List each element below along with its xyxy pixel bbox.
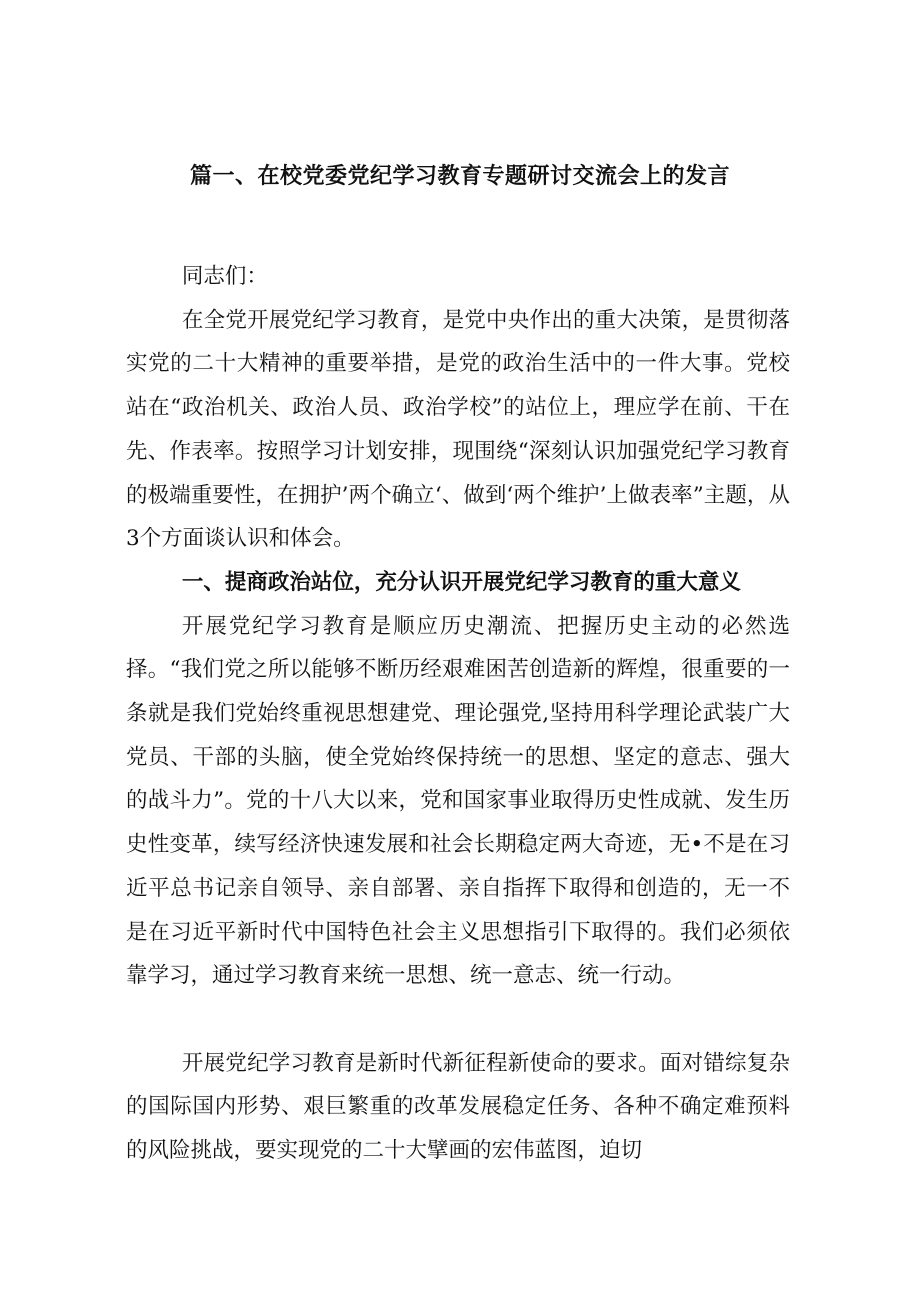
section-heading-1: 一、提商政治站位，充分认识开展党纪学习教育的重大意义	[181, 569, 741, 595]
paragraph-section-1-b: 开展党纪学习教育是新时代新征程新使命的要求。面对错综复杂的国际国内形势、艰巨繁重的改革发展稳定任务、各种不确定难预料的风险挑战，要实现党的二十大擘画的宏伟蓝图，迫切	[126, 1050, 790, 1164]
greeting-line: 同志们：	[181, 264, 268, 289]
paragraph-intro: 在全党开展党纪学习教育，是党中央作出的重大决策，是贯彻落实党的二十大精神的重要举措，是党的政治生活中的一件大事。党校站在“政治机关、政治人员、政治学校”的站位上，理应学在前、干在先、作表率。按照学习计划安排，现围绕“深刻认识加强党纪学习教育的极端重要性，在拥护’两个确立‘、做到‘两个维护’上做表率”主题，从3个方面谈认识和体会。	[126, 307, 790, 552]
document-body	[126, 255, 790, 1173]
paragraph-section-1-a: 开展党纪学习教育是顺应历史潮流、把握历史主动的必然选择。“我们党之所以能够不断历经艰难困苦创造新的辉煌，很重要的一条就是我们党始终重视思想建党、理论强党,坚持用科学理论武装广大党员、干部的头脑，使全党始终保持统一的思想、坚定的意志、强大的战斗力”。党的十八大以来，党和国家事业取得历史性成就、发生历史性变革，续写经济快速发展和社会长期稳定两大奇迹，无•不是在习近平总书记亲自领导、亲自部署、亲自指挥下取得和创造的，无一不是在习近平新时代中国特色社会主义思想指引下取得的。我们必须依靠学习，通过学习教育来统一思想、统一意志、统一行动。	[126, 613, 790, 989]
document-title: 篇一、在校党委党纪学习教育专题研讨交流会上的发言	[189, 163, 730, 189]
